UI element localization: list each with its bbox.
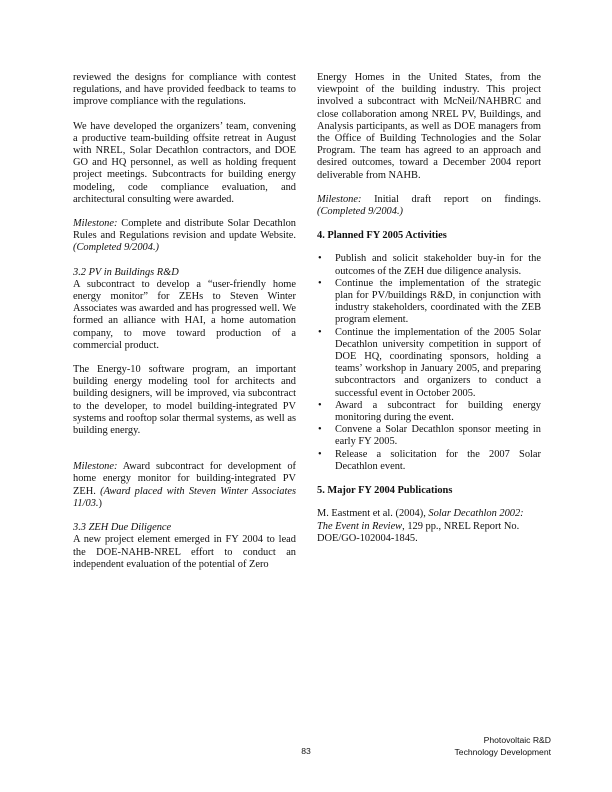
ref-authors: M. Eastment et al. (2004),: [317, 508, 429, 520]
milestone: [73, 461, 296, 510]
ref-title: Solar Decathlon 2002: The Event in Review: [317, 508, 524, 532]
paragraph: A new project element emerged in FY 2004 to lead the DOE-NAHB-NREL effort to conduct an independent evaluation of the potential of Zero: [73, 534, 296, 570]
section-heading-3-3: 3.3 ZEH Due Diligence: [73, 522, 172, 534]
milestone-label: Milestone:: [73, 218, 118, 230]
running-footer: [455, 735, 552, 758]
publication-reference: [317, 508, 541, 545]
milestone-label: Milestone:: [317, 193, 362, 205]
activity-list: [317, 253, 541, 473]
milestone-label: Milestone:: [73, 461, 118, 473]
milestone: [73, 218, 296, 255]
list-item: • Convene a Solar Decathlon sponsor meeting in early FY 2005.: [317, 424, 541, 448]
milestone: [317, 194, 541, 218]
footer-line-2: Technology Development: [454, 746, 551, 757]
list-item: • Continue the implementation of the strategic plan for PV/buildings R&D, in conjunction with industry stakeholders, coordinated with the ZEB program element.: [317, 278, 541, 327]
milestone-status: (Completed 9/2004.): [73, 242, 159, 254]
left-column: [73, 72, 296, 583]
section-heading-5: 5. Major FY 2004 Publications: [317, 485, 453, 497]
footer-line-1: Photovoltaic R&D: [483, 735, 551, 745]
milestone-text: Award subcontract for development of home energy monitor for building-integrated PV ZEH.: [73, 461, 296, 497]
paragraph: We have developed the organizers’ team, convening a productive team-building offsite retreat in August with NREL, Solar Decathlon contractors, and DOE GO and HQ personnel, as well as holding frequent project meetings. Subcontracts for building energy modeling, code compliance evaluation, and architectural consulting were awarded.: [73, 120, 296, 205]
milestone-status: (Award placed with Steven Winter Associates 11/03.: [73, 485, 296, 509]
paragraph: reviewed the designs for compliance with contest regulations, and have provided feedback to teams to improve compliance with the regulations.: [73, 72, 296, 108]
spacer: [73, 449, 296, 461]
section-heading-4: 4. Planned FY 2005 Activities: [317, 230, 447, 242]
milestone-text: Complete and distribute Solar Decathlon Rules and Regulations revision and update Website.: [73, 218, 296, 242]
page-number: 83: [301, 746, 311, 756]
milestone-text: Initial draft report on findings.: [361, 193, 541, 205]
paragraph: Energy Homes in the United States, from the viewpoint of the building industry. This project involved a subcontract with McNeil/NAHBRC and close collaboration among NREL PV, Buildings, and Analysis participants, as well as DOE managers from the Office of Building Technologies and the Solar Program. The team has agreed to an approach and desired outcomes, toward a December 2004 report deliverable from NAHB.: [317, 72, 541, 181]
list-item: • Continue the implementation of the 2005 Solar Decathlon university competition in support of DOE HQ, coordinating sponsors, holding a teams’ workshop in January 2005, and preparing subcontractors and organizers to conduct a successful event in October 2005.: [317, 327, 541, 400]
paragraph: A subcontract to develop a “user-friendly home energy monitor” for ZEHs to Steven Winter Associates was awarded and has progressed well. We formed an alliance with HAI, a home automation company, to move toward production of a commercial product.: [73, 278, 296, 351]
milestone-status: (Completed 9/2004.): [317, 206, 403, 218]
list-item: • Release a solicitation for the 2007 Solar Decathlon event.: [317, 449, 541, 473]
list-item: • Award a subcontract for building energy monitoring during the event.: [317, 400, 541, 424]
milestone-close: ): [98, 497, 102, 509]
list-item: • Publish and solicit stakeholder buy-in for the outcomes of the ZEH due diligence analysis.: [317, 253, 541, 277]
section-heading-3-2: 3.2 PV in Buildings R&D: [73, 266, 179, 278]
paragraph: The Energy-10 software program, an important building energy modeling tool for architects and building designers, will be improved, via subcontract to the developer, to model building-integrated PV systems and rooftop solar thermal systems, as well as building energy.: [73, 364, 296, 437]
ref-details: , 129 pp., NREL Report No. DOE/GO-102004-1845.: [317, 520, 520, 544]
right-column: [317, 72, 541, 557]
